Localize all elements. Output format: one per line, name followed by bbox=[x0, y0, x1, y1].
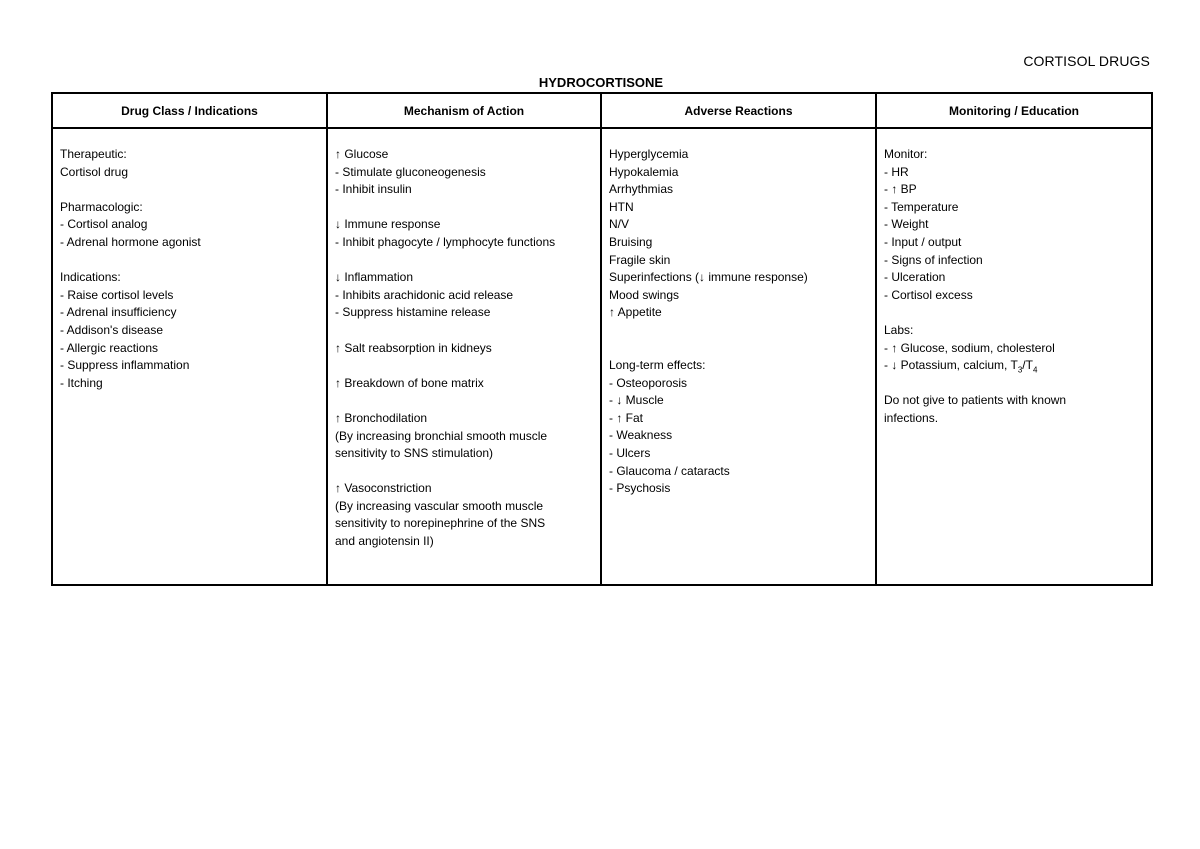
monitor-item: - Cortisol excess bbox=[884, 287, 973, 302]
indication-item: - Itching bbox=[60, 375, 103, 390]
adverse-reaction-item: ↑ Appetite bbox=[609, 305, 662, 320]
indication-item: - Raise cortisol levels bbox=[60, 287, 174, 302]
column-header-mechanism: Mechanism of Action bbox=[327, 93, 601, 128]
mechanism-line: (By increasing bronchial smooth muscle bbox=[335, 428, 548, 443]
lab-item: - ↑ Glucose, sodium, cholesterol bbox=[884, 340, 1055, 355]
lab-slash-text: /T bbox=[1022, 358, 1033, 373]
mechanism-line: - Inhibit insulin bbox=[335, 182, 412, 197]
mechanism-line: sensitivity to SNS stimulation) bbox=[335, 446, 494, 461]
column-header-drug-class: Drug Class / Indications bbox=[52, 93, 327, 128]
monitor-item: - Weight bbox=[884, 217, 929, 232]
mechanism-line: ↑ Glucose bbox=[335, 147, 389, 161]
indication-item: - Allergic reactions bbox=[60, 340, 159, 355]
indication-item: - Suppress inflammation bbox=[60, 358, 190, 373]
mechanism-cell bbox=[327, 128, 601, 585]
mechanism-line: ↑ Bronchodilation bbox=[335, 410, 428, 425]
monitor-item: - Signs of infection bbox=[884, 252, 983, 267]
adverse-reaction-item: Superinfections (↓ immune response) bbox=[609, 270, 808, 285]
mechanism-line: ↑ Breakdown of bone matrix bbox=[335, 375, 484, 390]
header-row bbox=[52, 93, 1152, 128]
content-row bbox=[52, 128, 1152, 585]
monitor-item: - ↑ BP bbox=[884, 182, 917, 197]
warning-line: Do not give to patients with known bbox=[884, 393, 1067, 408]
indication-item: - Addison's disease bbox=[60, 322, 164, 337]
warning-line: infections. bbox=[884, 410, 939, 425]
long-term-item: - Osteoporosis bbox=[609, 375, 688, 390]
indications-heading: Indications: bbox=[60, 270, 121, 285]
monitor-item: - HR bbox=[884, 164, 909, 179]
pharmacologic-item: - Cortisol analog bbox=[60, 217, 148, 232]
mechanism-line: and angiotensin II) bbox=[335, 534, 434, 549]
adverse-reactions-cell bbox=[601, 128, 876, 585]
adverse-reaction-item: HTN bbox=[609, 199, 634, 214]
adverse-reaction-item: Bruising bbox=[609, 234, 653, 249]
mechanism-line: - Suppress histamine release bbox=[335, 305, 491, 320]
adverse-reaction-item: N/V bbox=[609, 217, 630, 232]
therapeutic-heading: Therapeutic: bbox=[60, 147, 127, 161]
pharmacologic-heading: Pharmacologic: bbox=[60, 199, 143, 214]
mechanism-line: - Stimulate gluconeogenesis bbox=[335, 164, 486, 179]
drug-title: HYDROCORTISONE bbox=[538, 75, 664, 90]
long-term-item: - ↑ Fat bbox=[609, 410, 644, 425]
adverse-reaction-item: Hyperglycemia bbox=[609, 147, 689, 161]
mechanism-line: sensitivity to norepinephrine of the SNS bbox=[335, 516, 546, 531]
t4-subscript: 4 bbox=[1032, 365, 1038, 375]
document-corner-title: CORTISOL DRUGS bbox=[1023, 53, 1150, 69]
t3-subscript: 3 bbox=[1017, 365, 1023, 375]
adverse-reaction-item: Hypokalemia bbox=[609, 164, 679, 179]
monitor-item: - Input / output bbox=[884, 234, 962, 249]
therapeutic-item: Cortisol drug bbox=[60, 164, 129, 179]
mechanism-line: ↑ Vasoconstriction bbox=[335, 481, 432, 496]
column-header-adverse-reactions: Adverse Reactions bbox=[601, 93, 876, 128]
monitor-item: - Ulceration bbox=[884, 270, 946, 285]
mechanism-line: - Inhibit phagocyte / lymphocyte functions bbox=[335, 234, 556, 249]
long-term-item: - Glaucoma / cataracts bbox=[609, 463, 730, 478]
drug-class-cell bbox=[52, 128, 327, 585]
monitor-heading: Monitor: bbox=[884, 147, 928, 161]
mechanism-line: (By increasing vascular smooth muscle bbox=[335, 498, 544, 513]
mechanism-line: ↓ Inflammation bbox=[335, 270, 414, 285]
mechanism-line: - Inhibits arachidonic acid release bbox=[335, 287, 514, 302]
labs-heading: Labs: bbox=[884, 322, 914, 337]
pharmacologic-item: - Adrenal hormone agonist bbox=[60, 234, 201, 249]
lab-item-potassium bbox=[884, 357, 1143, 375]
indication-item: - Adrenal insufficiency bbox=[60, 305, 177, 320]
long-term-item: - Ulcers bbox=[609, 445, 651, 460]
lab-potassium-text: - ↓ Potassium, calcium, T bbox=[884, 358, 1018, 373]
long-term-item: - ↓ Muscle bbox=[609, 393, 664, 408]
monitor-item: - Temperature bbox=[884, 199, 959, 214]
monitoring-cell bbox=[876, 128, 1152, 585]
adverse-reaction-item: Mood swings bbox=[609, 287, 680, 302]
long-term-item: - Psychosis bbox=[609, 481, 671, 496]
long-term-item: - Weakness bbox=[609, 428, 673, 443]
mechanism-line: ↓ Immune response bbox=[335, 217, 441, 232]
drug-table bbox=[51, 92, 1153, 586]
column-header-monitoring: Monitoring / Education bbox=[876, 93, 1152, 128]
adverse-reaction-item: Arrhythmias bbox=[609, 182, 674, 197]
adverse-reaction-item: Fragile skin bbox=[609, 252, 671, 267]
mechanism-line: ↑ Salt reabsorption in kidneys bbox=[335, 340, 492, 355]
long-term-heading: Long-term effects: bbox=[609, 357, 706, 372]
